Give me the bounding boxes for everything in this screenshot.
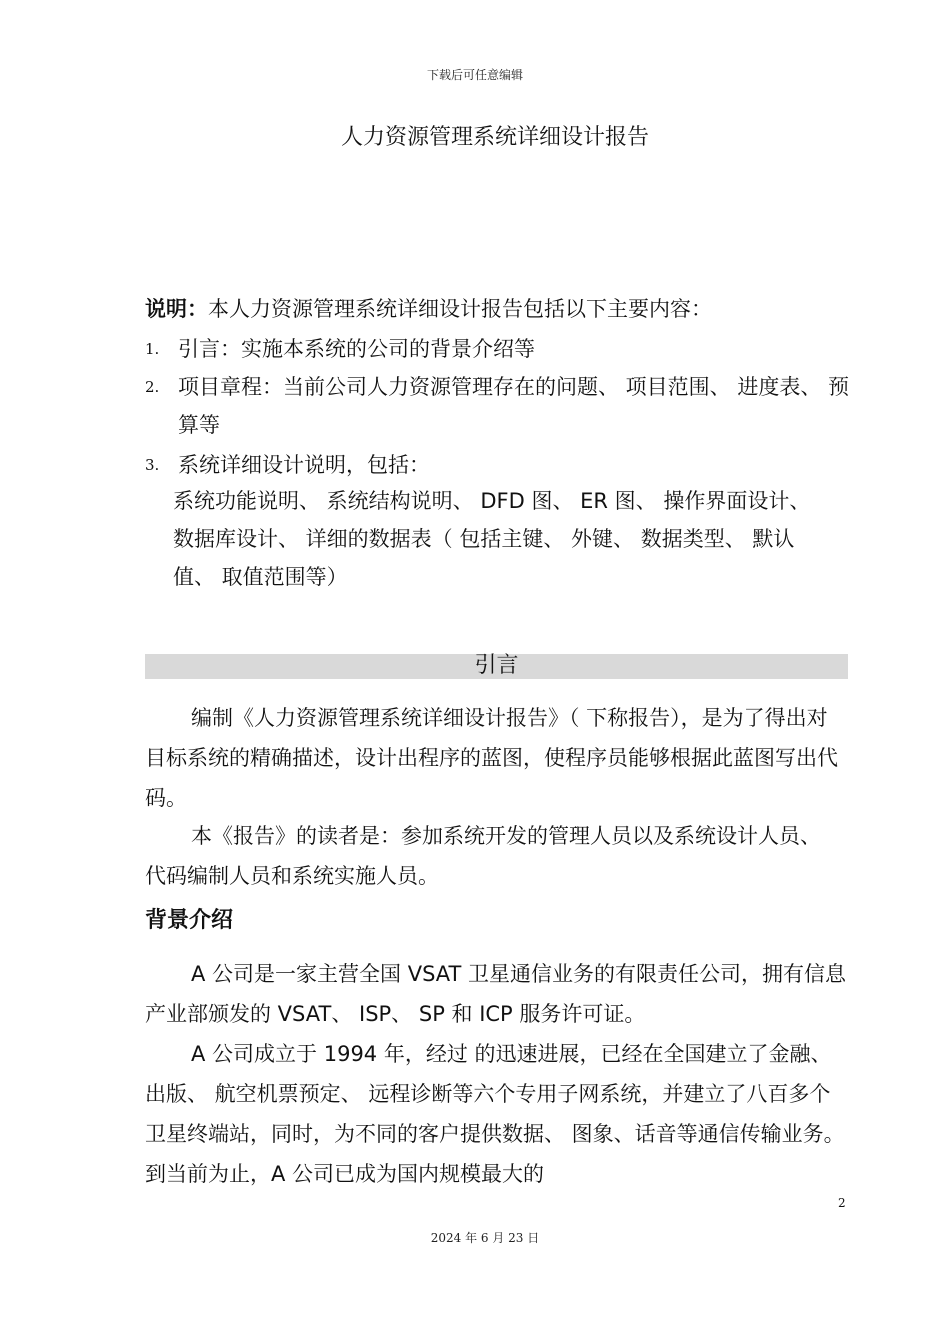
intro-paragraph: 编制《人力资源管理系统详细设计报告》（ 下称报告），是为了得出对目标系统的精确描述，设计出程序的蓝图，使程序员能够根据此蓝图写出代码。 (145, 706, 838, 810)
page-header-note: 下载后可任意编辑 (426, 68, 523, 82)
contents-item-text: 引言：实施本系统的公司的背景介绍等 (178, 337, 535, 361)
document-title: 人力资源管理系统详细设计报告 (340, 125, 649, 150)
background-paragraph: A 公司是一家主营全国 VSAT 卫星通信业务的有限责任公司，拥有信息产业部颁发的 VSAT、 ISP、 SP 和 ICP 服务许可证。 (145, 962, 847, 1026)
contents-item-number: 3. (145, 456, 160, 474)
contents-item-text: 系统详细设计说明，包括： (178, 453, 430, 477)
contents-item-number: 2. (145, 378, 160, 396)
section-heading-intro: 引言 (474, 653, 519, 678)
section-heading-background: 背景介绍 (145, 908, 234, 933)
explanation-label: 说明： (145, 297, 208, 321)
explanation-paragraph (145, 290, 850, 328)
footer-date: 2024 年 6 月 23 日 (430, 1231, 540, 1245)
intro-paragraph: 本《报告》的读者是：参加系统开发的管理人员以及系统设计人员、 代码编制人员和系统实施人员。 (145, 824, 821, 888)
contents-item-text: 项目章程：当前公司人力资源管理存在的问题、 项目范围、 进度表、 预算等 (178, 375, 850, 437)
explanation-text: 本人力资源管理系统详细设计报告包括以下主要内容： (208, 297, 712, 321)
contents-subitems: 系统功能说明、 系统结构说明、 DFD 图、 ER 图、 操作界面设计、 数据库设计、 详细的数据表（ 包括主键、 外键、 数据类型、 默认值、 取值范围等） (173, 489, 811, 589)
contents-item-number: 1. (145, 340, 160, 358)
page-number: 2 (838, 1196, 846, 1210)
contents-item (145, 368, 850, 444)
background-paragraph: A 公司成立于 1994 年，经过 的迅速进展，已经在全国建立了金融、 出版、 航空机票预定、 远程诊断等六个专用子网系统，并建立了八百多个卫星终端站，同时，为不同的客户提供数据、 图象、话音等通信传输业务。到当前为止，A 公司已成为国内规模最大的 (145, 1042, 845, 1186)
